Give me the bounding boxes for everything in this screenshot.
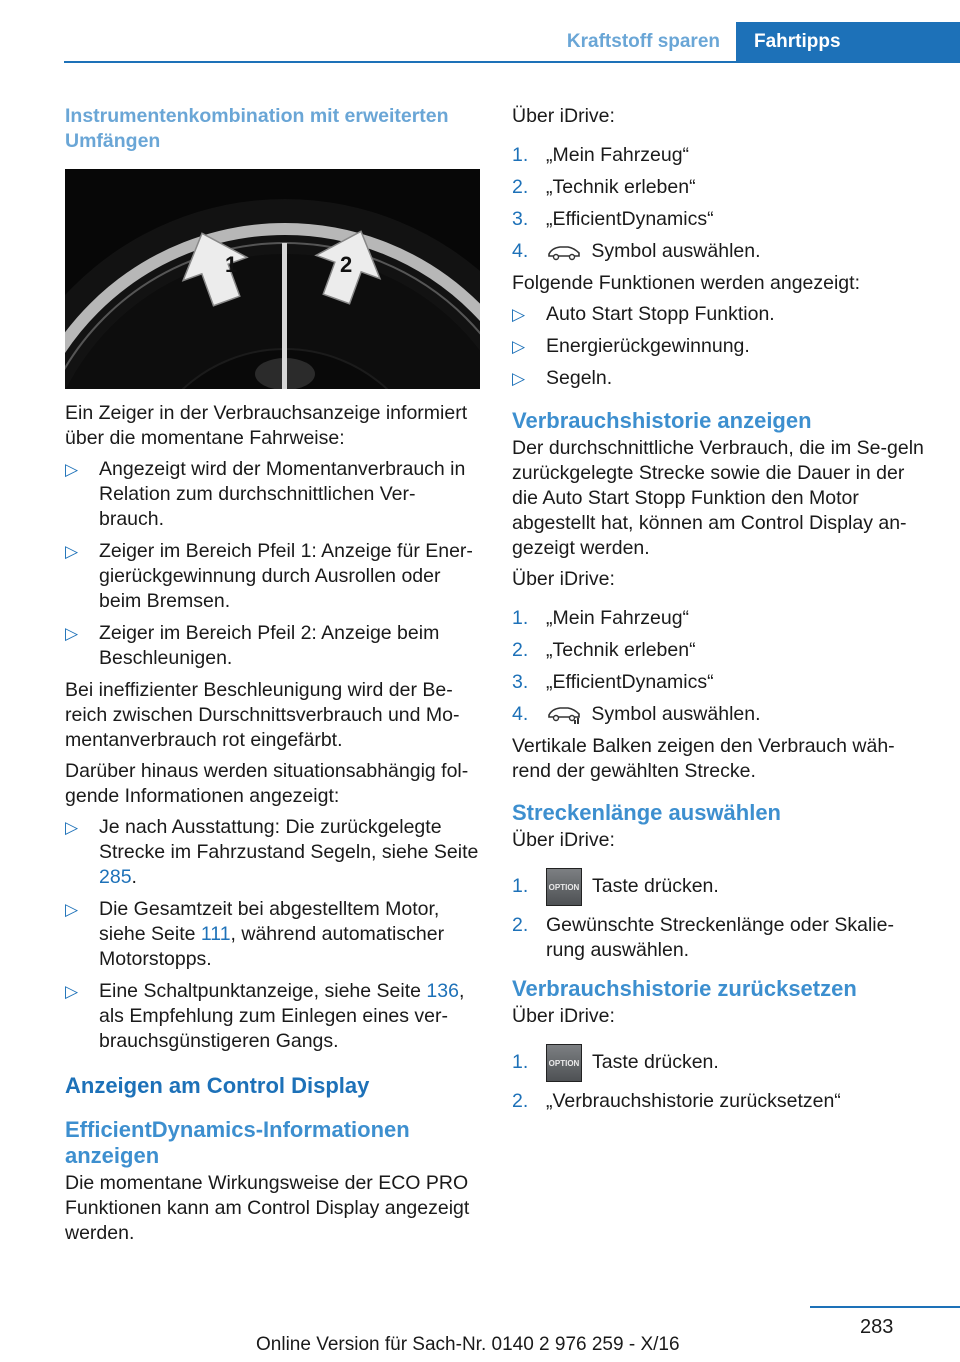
option-button-icon: OPTION [546,1044,582,1082]
triangle-icon: ▷ [65,542,79,561]
heading-history: Verbrauchshistorie anzeigen [512,408,812,433]
list-item: 2. „Technik erleben“ [512,176,696,198]
triangle-icon: ▷ [65,624,79,643]
list-item: ▷ Eine Schaltpunktanzeige, siehe Seite 136, als Empfehlung zum Einlegen eines ver‐brauchsgünstigeren Gangs. [65,980,465,1052]
list-item: 3. „EfficientDynamics“ [512,671,714,693]
list-item: 3. „EfficientDynamics“ [512,208,714,230]
gauge-intro: Ein Zeiger in der Verbrauchsanzeige informiert über die momentane Fahrweise: [65,402,468,449]
list-item: ▷ Zeiger im Bereich Pfeil 2: Anzeige beim Beschleunigen. [65,622,440,669]
para-inefficient: Bei ineffizienter Beschleunigung wird der Be‐reich zwischen Durschnittsverbrauch und Mo‐mentanverbrauch rot eingefärbt. [65,679,460,751]
para-additional: Darüber hinaus werden situationsabhängig fol‐gende Informationen angezeigt: [65,760,469,807]
option-button-icon: OPTION [546,868,582,906]
list-item: 1. „Mein Fahrzeug“ [512,144,690,166]
list-item: ▷ Je nach Ausstattung: Die zurückgelegte Strecke im Fahrzustand Segeln, siehe Seite 285. [65,816,479,888]
gauge-needle [282,243,287,389]
steps-list-1 [512,143,927,264]
list-item: ▷ Auto Start Stopp Funktion. [512,303,775,325]
gauge-figure [65,169,480,389]
bullet-list-2 [65,815,480,1054]
triangle-icon: ▷ [512,305,526,324]
idrive-label: Über iDrive: [512,829,615,851]
page-link-285[interactable]: 285 [99,866,132,888]
left-column [65,104,480,1252]
list-item: ▷ Zeiger im Bereich Pfeil 1: Anzeige für Ener‐gierückgewinnung durch Ausrollen oder beim Bremsen. [65,540,473,612]
page-link-136[interactable]: 136 [426,980,459,1002]
arrow-1-label: 1 [225,252,238,277]
history-car-icon [546,705,582,725]
para-history: Der durchschnittliche Verbrauch, die im Se‐geln zurückgelegte Strecke sowie die Dauer in der die Auto Start Stopp Funktion den Motor abgestellt hat, können am Control Display an‐gezeigt werden. [512,437,924,559]
header-chapter: Fahrtipps [736,22,960,62]
header-rule [64,61,960,63]
efficientdynamics-car-icon [546,242,582,262]
functions-intro: Folgende Funktionen werden angezeigt: [512,272,860,294]
list-item: 1. OPTION Taste drücken. [512,1043,927,1082]
heading-reset: Verbrauchshistorie zurücksetzen [512,975,857,1001]
steps-list-3 [512,867,927,963]
idrive-label: Über iDrive: [512,1004,615,1027]
idrive-label: Über iDrive: [512,105,615,127]
para-bars: Vertikale Balken zeigen den Verbrauch wäh‐rend der gewählten Strecke. [512,735,895,782]
triangle-icon: ▷ [65,460,79,479]
steps-list-2 [512,606,927,727]
triangle-icon: ▷ [65,900,79,919]
header-section: Kraftstoff sparen [566,31,720,52]
list-item: 2. „Technik erleben“ [512,639,696,661]
figure-title: Instrumentenkombination mit erweiterten Umfängen [65,105,449,152]
list-item: 4. Symbol auswählen. [512,240,761,262]
footer-rule [810,1306,960,1308]
list-item: 2. Gewünschte Streckenlänge oder Skalie‐rung auswählen. [512,913,894,961]
idrive-label: Über iDrive: [512,568,615,590]
list-item: ▷ Die Gesamtzeit bei abgestelltem Motor, siehe Seite 111, während automatischer Motorstopps. [65,898,445,970]
page-link-111[interactable]: 111 [200,923,231,945]
triangle-icon: ▷ [512,337,526,356]
arrow-2-label: 2 [340,252,353,277]
page-number: 283 [860,1316,894,1338]
bullet-list-1 [65,457,480,671]
heading-control-display: Anzeigen am Control Display [65,1073,370,1098]
list-item: 2. „Verbrauchshistorie zurücksetzen“ [512,1089,841,1112]
list-item: 1. „Mein Fahrzeug“ [512,607,690,629]
list-item: 4. Symbol auswählen. [512,703,761,725]
triangle-icon: ▷ [512,369,526,388]
triangle-icon: ▷ [65,982,79,1001]
list-item: ▷ Energierückgewinnung. [512,335,750,357]
triangle-icon: ▷ [65,818,79,837]
right-column [512,104,927,1121]
footer-version: Online Version für Sach-Nr. 0140 2 976 259 - X/16 [256,1334,680,1355]
steps-list-4 [512,1043,927,1114]
heading-length: Streckenlänge auswählen [512,800,781,825]
list-item: ▷ Segeln. [512,367,613,389]
para-efficientdynamics: Die momentane Wirkungsweise der ECO PRO Funktionen kann am Control Display angezeigt werden. [65,1172,470,1244]
heading-efficientdynamics: EfficientDynamics-Informationen anzeigen [65,1117,410,1168]
list-item: ▷ Angezeigt wird der Momentanverbrauch in Relation zum durchschnittlichen Ver‐brauch. [65,458,466,530]
list-item: 1. OPTION Taste drücken. [512,867,927,906]
functions-list [512,302,927,391]
